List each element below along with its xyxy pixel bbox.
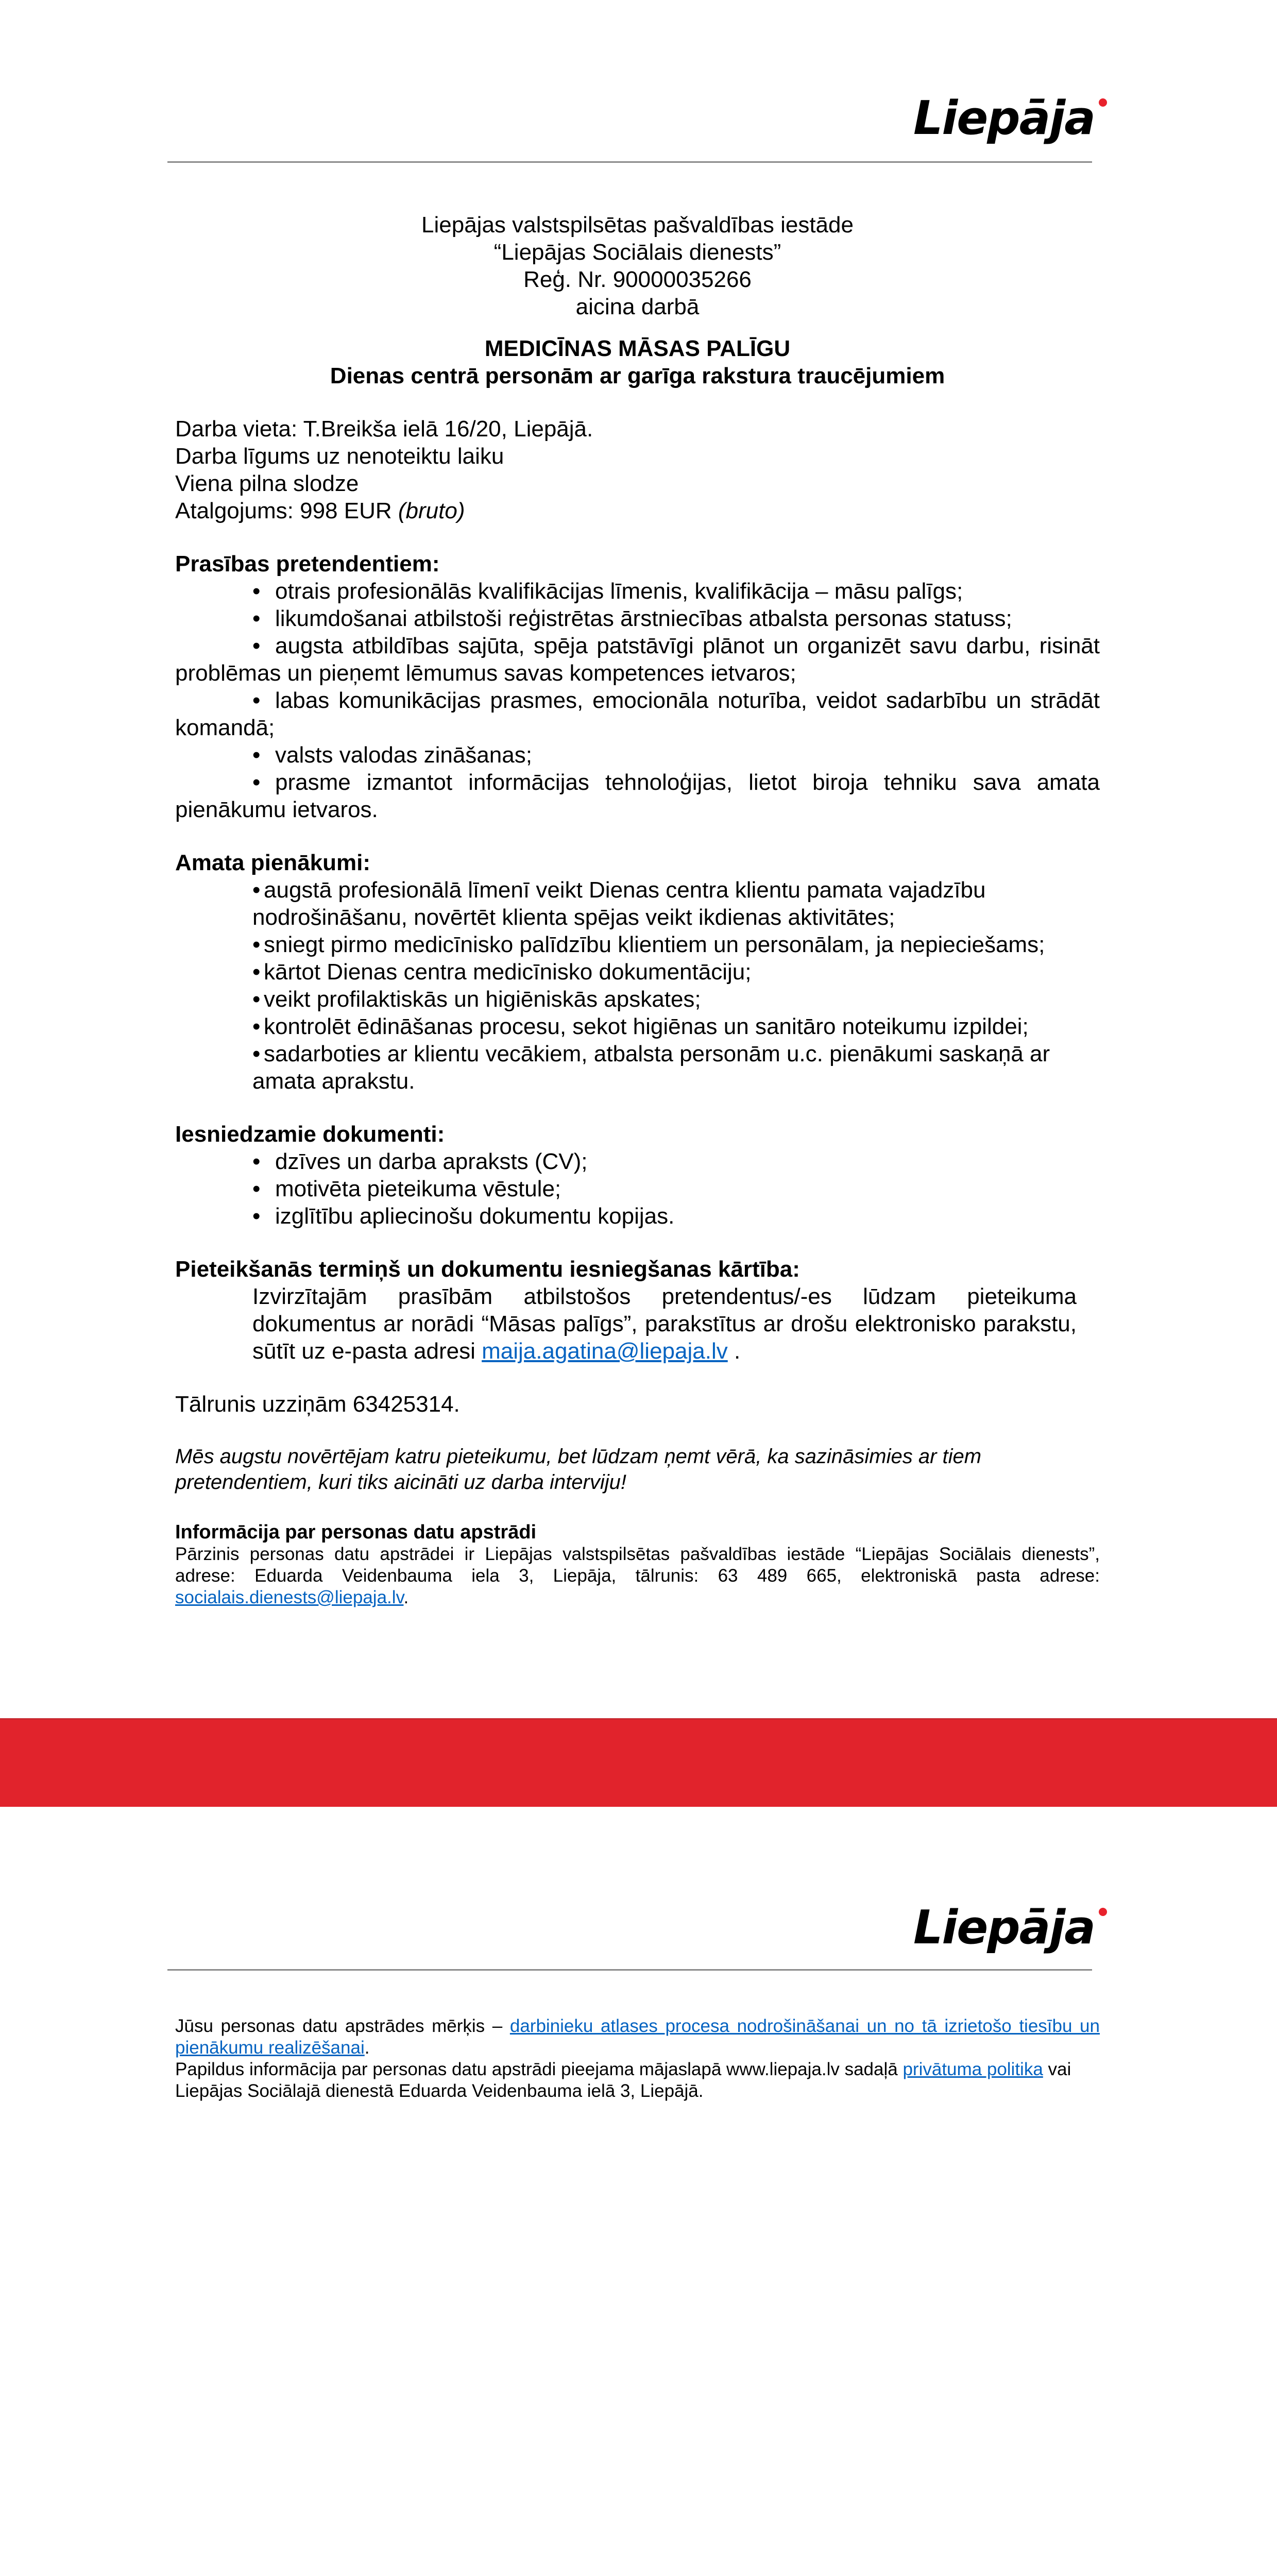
requirements-list — [175, 578, 1100, 823]
duties-title: Amata pienākumi: — [175, 850, 370, 875]
application-title: Pieteikšanās termiņš un dokumentu iesniegšanas kārtība: — [175, 1257, 800, 1282]
list-item: • dzīves un darba apraksts (CV); — [252, 1149, 588, 1174]
bullet-icon: • — [252, 877, 261, 903]
list-item: • sniegt pirmo medicīnisko palīdzību klientiem un personālam, ja nepieciešams; — [252, 932, 1045, 957]
processing-purpose: Jūsu personas datu apstrādes mērķis – darbinieku atlases procesa nodrošināšanai un no tā izrietošo tiesību un pienākumu realizēšanai. — [175, 2016, 1100, 2058]
list-item: • sadarboties ar klientu vecākiem, atbalsta personām u.c. pienākumi saskaņā ar amata aprakstu. — [252, 1041, 1050, 1094]
list-item: • augstā profesionālā līmenī veikt Dienas centra klientu pamata vajadzību nodrošināšanu, novērtēt klienta spējas veikt ikdienas aktivitātes; — [252, 877, 986, 930]
documents-list — [175, 1148, 1100, 1230]
more-info: Papildus informācija par personas datu apstrādi pieejama mājaslapā www.liepaja.lv sadaļā privātuma politika vai Liepājas Sociālajā dienestā Eduarda Veidenbauma ielā 3, Liepājā. — [175, 2059, 1071, 2101]
organization-header — [175, 211, 1100, 389]
invites-text: aicina darbā — [575, 294, 700, 319]
workplace: Darba vieta: T.Breikša ielā 16/20, Liepājā. — [175, 416, 593, 442]
liepaja-logo — [913, 91, 1095, 145]
header-rule — [167, 161, 1092, 163]
bullet-icon: • — [252, 1204, 261, 1229]
list-item: • augsta atbildības sajūta, spēja patstāvīgi plānot un organizēt savu darbu, risināt problēmas un pieņemt lēmumus savas kompetences ietvaros; — [175, 633, 1100, 686]
job-info — [175, 415, 1100, 524]
registration-number: Reģ. Nr. 90000035266 — [523, 267, 752, 292]
list-item: • izglītību apliecinošu dokumentu kopijas. — [252, 1204, 675, 1229]
list-item: • otrais profesionālās kvalifikācijas līmenis, kvalifikācija – māsu palīgs; — [252, 579, 963, 604]
contract-type: Darba līgums uz nenoteiktu laiku — [175, 444, 504, 469]
requirements-title: Prasības pretendentiem: — [175, 551, 440, 577]
list-item: • kārtot Dienas centra medicīnisko dokumentāciju; — [252, 959, 752, 985]
salary-label: Atalgojums: 998 EUR — [175, 498, 398, 523]
bullet-icon: • — [252, 1176, 261, 1201]
list-item: • labas komunikācijas prasmes, emocionāla noturība, veidot sadarbību un strādāt komandā; — [175, 688, 1100, 740]
requirements-section — [175, 550, 1100, 823]
application-email-link[interactable]: maija.agatina@liepaja.lv — [482, 1338, 728, 1364]
liepaja-logo — [913, 1901, 1095, 1955]
workload: Viena pilna slodze — [175, 471, 359, 496]
notice-text: Mēs augstu novērtējam katru pieteikumu, bet lūdzam ņemt vērā, ka sazināsimies ar tiem pretendentiem, kuri tiks aicināti uz darba interviju! — [175, 1445, 982, 1494]
salary — [175, 497, 1100, 524]
documents-section — [175, 1121, 1100, 1230]
privacy-text: Pārzinis personas datu apstrādei ir Liepājas valstspilsētas pašvaldības iestāde “Liepājas Sociālais dienests”, adrese: Eduarda Veidenbauma iela 3, Liepāja, tālrunis: 63 489 665, elektroniskā pasta adrese: socialais.dienests@liepaja.lv. — [175, 1544, 1100, 1607]
list-item: • likumdošanai atbilstoši reģistrētas ārstniecības atbalsta personas statuss; — [252, 606, 1012, 631]
processing-purpose-link[interactable]: darbinieku atlases procesa nodrošināšanai un no tā izrietošo tiesību un pienākumu realizēšanai — [175, 2016, 1100, 2058]
phone-info: Tālrunis uzziņām 63425314. — [175, 1392, 460, 1417]
documents-title: Iesniedzamie dokumenti: — [175, 1122, 445, 1147]
duties-section — [175, 849, 1100, 1095]
list-item: • prasme izmantot informācijas tehnoloģijas, lietot biroja tehniku sava amata pienākumu ietvaros. — [175, 770, 1100, 822]
privacy-section — [175, 1521, 1100, 1608]
privacy-policy-link[interactable]: privātuma politika — [903, 2059, 1043, 2079]
logo-text: Liepāja — [913, 91, 1095, 145]
position-title: MEDICĪNAS MĀSAS PALĪGU — [484, 336, 791, 361]
bullet-icon: • — [252, 1014, 261, 1039]
application-section — [175, 1256, 1100, 1365]
bullet-icon: • — [252, 959, 261, 985]
list-item: • veikt profilaktiskās un higiēniskās apskates; — [252, 987, 701, 1012]
bullet-icon: • — [252, 1041, 261, 1066]
page-2-content — [175, 2015, 1100, 2102]
logo-text: Liepāja — [913, 1901, 1095, 1955]
privacy-title: Informācija par personas datu apstrādi — [175, 1521, 537, 1543]
bullet-icon: • — [252, 633, 261, 658]
application-text: Izvirzītajām prasībām atbilstošos pretendentus/-es lūdzam pieteikuma dokumentus ar norādi “Māsas palīgs”, parakstītus ar drošu elektronisko parakstu, sūtīt uz e-pasta adresi maija.agatina@liepaja.lv . — [252, 1284, 1077, 1364]
duties-list — [175, 876, 1100, 1095]
document-page-2 — [0, 1807, 1277, 2576]
bullet-icon: • — [252, 1149, 261, 1174]
bullet-icon: • — [252, 606, 261, 631]
list-item: • kontrolēt ēdināšanas procesu, sekot higiēnas un sanitāro noteikumu izpildei; — [252, 1014, 1029, 1039]
salary-note: (bruto) — [398, 498, 465, 523]
bullet-icon: • — [252, 579, 261, 604]
bullet-icon: • — [252, 987, 261, 1012]
red-footer-band — [0, 1718, 1277, 1807]
position-subtitle: Dienas centrā personām ar garīga rakstura traucējumiem — [330, 363, 945, 388]
list-item: • valsts valodas zināšanas; — [252, 742, 532, 768]
privacy-email-link[interactable]: socialais.dienests@liepaja.lv — [175, 1587, 404, 1607]
list-item: • motivēta pieteikuma vēstule; — [252, 1176, 561, 1201]
header-rule — [167, 1969, 1092, 1971]
bullet-icon: • — [252, 742, 261, 768]
bullet-icon: • — [252, 688, 261, 713]
org-line-2: “Liepājas Sociālais dienests” — [493, 240, 781, 265]
org-line-1: Liepājas valstspilsētas pašvaldības iestāde — [421, 212, 854, 238]
bullet-icon: • — [252, 770, 261, 795]
logo-red-dot-icon — [1099, 1908, 1107, 1916]
bullet-icon: • — [252, 932, 261, 957]
page-1-content — [175, 211, 1100, 1608]
logo-red-dot-icon — [1099, 98, 1107, 107]
